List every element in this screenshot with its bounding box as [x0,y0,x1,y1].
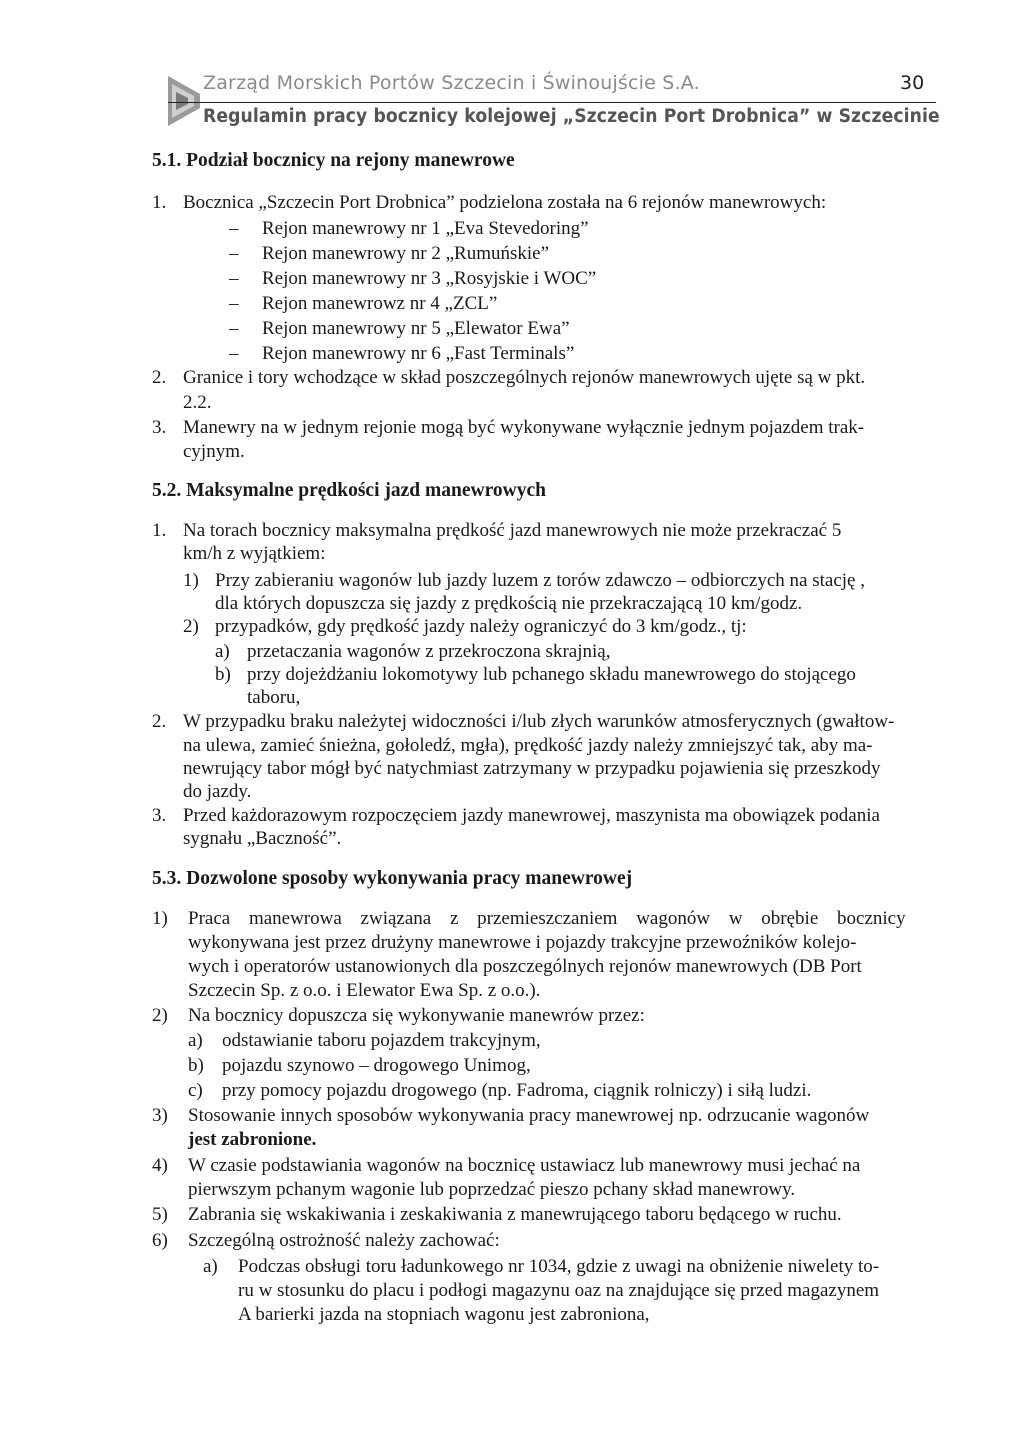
paragraph-text: przy dojeżdżaniu lokomotywy lub pchanego składu manewrowego do stojącego [247,664,856,685]
dash-bullet: – [229,218,239,239]
header-document-title: Regulamin pracy bocznicy kolejowej „Szczecin Port Drobnica” w Szczecinie [203,106,940,127]
paragraph-text: dla których dopuszcza się jazdy z prędkością nie przekraczającą 10 km/godz. [215,593,803,614]
paragraph-text: przy pomocy pojazdu drogowego (np. Fadroma, ciągnik rolniczy) i siłą ludzi. [222,1080,812,1101]
list-number: 1) [152,908,168,929]
paragraph-text: wych i operatorów ustanowionych dla poszczególnych rejonów manewrowych (DB Port [188,956,862,977]
header-organization: Zarząd Morskich Portów Szczecin i Świnoujście S.A. [203,72,700,94]
list-item: Rejon manewrowy nr 3 „Rosyjskie i WOC” [262,268,597,289]
paragraph-text: przetaczania wagonów z przekroczona skrajnią, [247,641,611,662]
section-heading-5-3: 5.3. Dozwolone sposoby wykonywania pracy manewrowej [152,868,633,889]
paragraph-text: newrujący tabor mógł być natychmiast zatrzymany w przypadku pojawienia się przeszkody [183,758,881,779]
list-number: 1. [152,520,167,541]
paragraph-text: Podczas obsługi toru ładunkowego nr 1034, gdzie z uwagi na obniżenie niwelety to- [238,1256,880,1277]
company-logo-icon [166,74,202,128]
paragraph-text: 2.2. [183,392,212,413]
list-number: 5) [152,1204,168,1225]
list-letter: c) [188,1080,203,1101]
list-number: 6) [152,1230,168,1251]
header-divider [168,102,936,103]
paragraph-text: pojazdu szynowo – drogowego Unimog, [222,1055,531,1076]
list-number: 2) [183,616,199,637]
paragraph-text: cyjnym. [183,441,245,462]
list-number: 2. [152,711,167,732]
list-number: 1. [152,192,167,213]
paragraph-text: Granice i tory wchodzące w skład poszczególnych rejonów manewrowych ujęte są w pkt. [183,367,866,388]
list-number: 4) [152,1155,168,1176]
paragraph-text: odstawianie taboru pojazdem trakcyjnym, [222,1030,541,1051]
paragraph-text: wykonywana jest przez drużyny manewrowe i pojazdy trakcyjne przewoźników kolejo- [188,932,857,953]
section-heading-5-2: 5.2. Maksymalne prędkości jazd manewrowych [152,480,546,501]
section-heading-5-1: 5.1. Podział bocznicy na rejony manewrowe [152,150,515,171]
paragraph-text: Stosowanie innych sposobów wykonywania pracy manewrowej np. odrzucanie wagonów [188,1105,870,1126]
paragraph-text: W przypadku braku należytej widoczności i/lub złych warunków atmosferycznych (gwałtow- [183,711,895,732]
paragraph-text: Manewry na w jednym rejonie mogą być wykonywane wyłącznie jednym pojazdem trak- [183,417,865,438]
page-number: 30 [900,72,925,94]
paragraph-text: A barierki jazda na stopniach wagonu jest zabroniona, [238,1304,650,1325]
paragraph-text: przypadków, gdy prędkość jazdy należy ograniczyć do 3 km/godz., tj: [215,616,747,637]
paragraph-text-bold: jest zabronione. [188,1129,317,1150]
paragraph-text: ru w stosunku do placu i podłogi magazynu oaz na znajdujące się przed magazynem [238,1280,880,1301]
list-item: Rejon manewrowy nr 2 „Rumuńskie” [262,243,550,264]
paragraph-text: sygnału „Baczność”. [183,828,342,849]
list-number: 3. [152,805,167,826]
paragraph-text: Na bocznicy dopuszcza się wykonywanie manewrów przez: [188,1005,645,1026]
list-number: 3. [152,417,167,438]
list-letter: a) [215,641,230,662]
list-letter: b) [188,1055,204,1076]
list-item: Rejon manewrowy nr 5 „Elewator Ewa” [262,318,570,339]
list-item: Rejon manewrowy nr 1 „Eva Stevedoring” [262,218,589,239]
list-letter: a) [203,1256,218,1277]
list-letter: a) [188,1030,203,1051]
list-item: Rejon manewrowz nr 4 „ZCL” [262,293,498,314]
list-number: 1) [183,570,199,591]
dash-bullet: – [229,343,239,364]
paragraph-text: Zabrania się wskakiwania i zeskakiwania z manewrującego taboru będącego w ruchu. [188,1204,842,1225]
paragraph-text: Bocznica „Szczecin Port Drobnica” podzielona została na 6 rejonów manewrowych: [183,192,827,213]
dash-bullet: – [229,318,239,339]
paragraph-text: Przy zabieraniu wagonów lub jazdy luzem z torów zdawczo – odbiorczych na stację , [215,570,865,591]
paragraph-text: Na torach bocznicy maksymalna prędkość jazd manewrowych nie może przekraczać 5 [183,520,842,541]
paragraph-text: na ulewa, zamieć śnieżna, gołoledź, mgła), prędkość jazdy należy zmniejszyć tak, aby ma- [183,735,873,756]
dash-bullet: – [229,293,239,314]
paragraph-text: Przed każdorazowym rozpoczęciem jazdy manewrowej, maszynista ma obowiązek podania [183,805,880,826]
paragraph-text: pierwszym pchanym wagonie lub poprzedzać pieszo pchany skład manewrowy. [188,1179,796,1200]
paragraph-text: Szczecin Sp. z o.o. i Elewator Ewa Sp. z o.o.). [188,980,541,1001]
list-letter: b) [215,664,231,685]
paragraph-text: km/h z wyjątkiem: [183,543,326,564]
dash-bullet: – [229,243,239,264]
list-number: 3) [152,1105,168,1126]
paragraph-text: W czasie podstawiania wagonów na bocznicę ustawiacz lub manewrowy musi jechać na [188,1155,861,1176]
list-number: 2) [152,1005,168,1026]
list-item: Rejon manewrowy nr 6 „Fast Terminals” [262,343,575,364]
list-number: 2. [152,367,167,388]
dash-bullet: – [229,268,239,289]
paragraph-text: Praca manewrowa związana z przemieszczaniem wagonów w obrębie bocznicy [188,908,906,929]
paragraph-text: Szczególną ostrożność należy zachować: [188,1230,500,1251]
paragraph-text: do jazdy. [183,781,252,802]
paragraph-text: taboru, [247,687,301,708]
